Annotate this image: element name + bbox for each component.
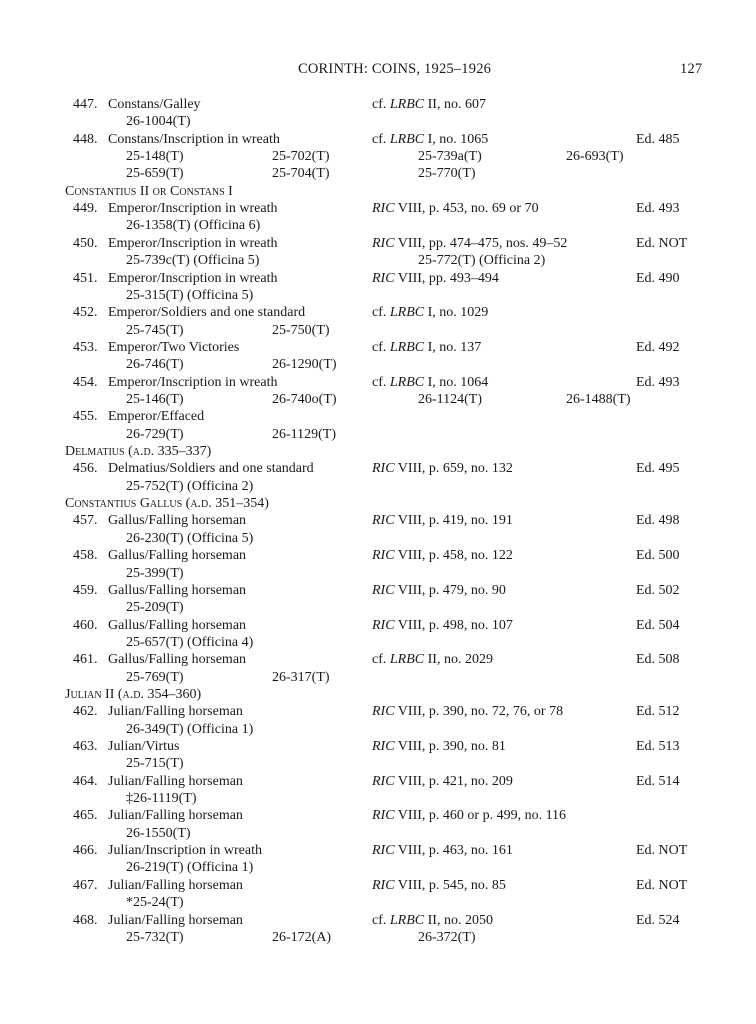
section-heading — [65, 183, 233, 200]
entry-number: 465. — [73, 808, 98, 824]
edition-number: Ed. 492 — [636, 339, 680, 355]
edition-number: Ed. 524 — [636, 912, 680, 928]
edition-number: Ed. 485 — [636, 131, 680, 147]
reference-work: LRBC — [389, 131, 425, 147]
entry-number: 466. — [73, 843, 98, 859]
entry-reference: cf. LRBC I, no. 137 — [372, 339, 482, 355]
edition-number: Ed. 495 — [636, 461, 680, 477]
entry-description: Emperor/Inscription in wreath — [108, 201, 278, 217]
page-number: 127 — [680, 61, 703, 77]
inventory-number: 25-715(T) — [126, 756, 184, 772]
section-heading — [65, 686, 201, 703]
reference-inventory-number: 25-772(T) (Officina 2) — [418, 253, 546, 269]
entry-description: Gallus/Falling horseman — [108, 513, 247, 529]
section-ruler-name: Julian II — [65, 686, 115, 702]
entry-description: Emperor/Two Victories — [108, 339, 240, 355]
entry-description: Gallus/Falling horseman — [108, 548, 247, 564]
reference-work: RIC — [372, 513, 395, 529]
entry-reference: RIC VIII, pp. 474–475, nos. 49–52 — [372, 235, 568, 251]
entry-number: 452. — [73, 305, 98, 321]
entry-reference: RIC VIII, p. 419, no. 191 — [372, 513, 513, 529]
reference-work: RIC — [372, 235, 395, 251]
inventory-number: 26-317(T) — [272, 669, 330, 685]
entry-description: Gallus/Falling horseman — [108, 652, 247, 668]
reference-inventory-number: 26-1488(T) — [566, 392, 631, 407]
running-header-title: CORINTH: COINS, 1925–1926 — [298, 61, 492, 77]
entry-number: 459. — [73, 582, 98, 598]
inventory-number: 25-399(T) — [126, 565, 184, 581]
reference-work: LRBC — [389, 912, 425, 928]
section-dates: (a.d. 351–354) — [182, 496, 269, 512]
entry-reference: cf. LRBC I, no. 1029 — [372, 305, 489, 321]
entry-description: Emperor/Soldiers and one standard — [108, 305, 306, 321]
inventory-number: 25-702(T) — [272, 149, 330, 164]
entry-reference: RIC VIII, p. 458, no. 122 — [372, 548, 513, 564]
edition-number: Ed. 502 — [636, 582, 680, 598]
edition-number: Ed. 504 — [636, 617, 680, 633]
section-dates: (a.d. 335–337) — [124, 444, 212, 459]
entry-number: 447. — [73, 97, 98, 112]
reference-work: RIC — [372, 843, 395, 859]
edition-number: Ed. 490 — [636, 270, 680, 286]
entry-number: 451. — [73, 270, 98, 286]
entry-reference: RIC VIII, p. 390, no. 81 — [372, 739, 506, 754]
inventory-number: 26-230(T) (Officina 5) — [126, 530, 254, 546]
inventory-number: 26-219(T) (Officina 1) — [126, 860, 254, 876]
entry-reference: cf. LRBC I, no. 1065 — [372, 131, 489, 147]
entry-number: 467. — [73, 877, 98, 893]
inventory-number: 25-750(T) — [272, 322, 330, 338]
section-dates: (a.d. 354–360) — [114, 686, 202, 702]
entry-reference: RIC VIII, p. 453, no. 69 or 70 — [372, 201, 539, 217]
inventory-number: 26-1358(T) (Officina 6) — [126, 218, 261, 234]
reference-work: RIC — [372, 201, 395, 217]
inventory-number: 25-752(T) (Officina 2) — [126, 478, 254, 494]
entry-number: 457. — [73, 513, 98, 529]
inventory-number: 26-740o(T) — [272, 392, 337, 407]
inventory-number: 25-704(T) — [272, 166, 330, 182]
entry-reference: RIC VIII, p. 390, no. 72, 76, or 78 — [372, 704, 564, 720]
reference-inventory-number: 25-770(T) — [418, 166, 476, 182]
inventory-number: 26-1550(T) — [126, 825, 191, 841]
inventory-number: 26-349(T) (Officina 1) — [126, 721, 254, 737]
inventory-number: 26-729(T) — [126, 426, 184, 442]
entry-number: 449. — [73, 201, 98, 217]
entry-number: 448. — [73, 131, 98, 147]
reference-work: LRBC — [389, 305, 425, 321]
entry-reference: cf. LRBC I, no. 1064 — [372, 374, 489, 390]
entry-reference: RIC VIII, p. 479, no. 90 — [372, 582, 506, 598]
edition-number: Ed. 514 — [636, 773, 680, 789]
inventory-number: 25-148(T) — [126, 149, 184, 164]
inventory-number: 25-659(T) — [126, 166, 184, 182]
reference-work: RIC — [372, 617, 395, 633]
inventory-number: 26-1290(T) — [272, 357, 337, 373]
section-ruler-name: Constantius II or Constans I — [65, 183, 233, 199]
inventory-number: 25-209(T) — [126, 600, 184, 616]
reference-work: RIC — [372, 461, 395, 477]
entry-number: 468. — [73, 912, 98, 928]
entry-description: Delmatius/Soldiers and one standard — [108, 461, 314, 477]
entry-description: Julian/Falling horseman — [108, 912, 243, 928]
inventory-number: 25-739c(T) (Officina 5) — [126, 253, 260, 269]
edition-number: Ed. 500 — [636, 548, 680, 564]
reference-work: LRBC — [389, 97, 425, 112]
reference-work: LRBC — [389, 652, 425, 668]
reference-work: RIC — [372, 704, 395, 720]
entry-number: 462. — [73, 704, 98, 720]
reference-work: LRBC — [389, 374, 425, 390]
reference-work: RIC — [372, 582, 395, 598]
reference-inventory-number: 25-739a(T) — [418, 149, 482, 164]
entry-reference: RIC VIII, p. 545, no. 85 — [372, 877, 506, 893]
entry-description: Emperor/Effaced — [108, 409, 205, 425]
entry-description: Gallus/Falling horseman — [108, 582, 247, 598]
reference-work: RIC — [372, 773, 395, 789]
entry-reference: cf. LRBC II, no. 607 — [372, 97, 486, 112]
entry-number: 456. — [73, 461, 98, 477]
inventory-number: 26-1129(T) — [272, 426, 337, 442]
reference-work: RIC — [372, 739, 395, 754]
edition-number: Ed. 498 — [636, 513, 680, 529]
entry-number: 453. — [73, 339, 98, 355]
entry-reference: cf. LRBC II, no. 2050 — [372, 912, 493, 928]
section-ruler-name: Delmatius — [65, 444, 125, 459]
entry-description: Emperor/Inscription in wreath — [108, 270, 278, 286]
reference-work: RIC — [372, 808, 395, 824]
edition-number: Ed. 508 — [636, 652, 680, 668]
reference-inventory-number: 26-1124(T) — [418, 392, 483, 407]
edition-number: Ed. NOT — [636, 877, 688, 893]
reference-work: RIC — [372, 548, 395, 564]
entry-description: Constans/Inscription in wreath — [108, 131, 280, 147]
inventory-number: 25-657(T) (Officina 4) — [126, 634, 254, 650]
entry-description: Julian/Falling horseman — [108, 877, 243, 893]
reference-work: RIC — [372, 270, 395, 286]
edition-number: Ed. NOT — [636, 843, 688, 859]
entry-reference: RIC VIII, pp. 493–494 — [372, 270, 499, 286]
reference-inventory-number: 26-372(T) — [418, 929, 476, 945]
reference-inventory-number: 26-693(T) — [566, 149, 624, 164]
edition-number: Ed. NOT — [636, 235, 688, 251]
entry-number: 460. — [73, 617, 98, 633]
entry-reference: RIC VIII, p. 460 or p. 499, no. 116 — [372, 808, 567, 824]
entry-number: 455. — [73, 409, 98, 425]
inventory-number: 26-172(A) — [272, 929, 332, 945]
edition-number: Ed. 512 — [636, 704, 680, 720]
entry-number: 463. — [73, 739, 98, 754]
edition-number: Ed. 493 — [636, 201, 680, 217]
entry-reference: RIC VIII, p. 421, no. 209 — [372, 773, 513, 789]
entry-number: 464. — [73, 773, 98, 789]
entry-description: Julian/Inscription in wreath — [108, 843, 262, 859]
entry-number: 461. — [73, 652, 98, 668]
entry-description: Julian/Falling horseman — [108, 808, 243, 824]
entry-number: 454. — [73, 374, 98, 390]
inventory-number: 26-1004(T) — [126, 114, 191, 130]
entry-description: Julian/Falling horseman — [108, 773, 243, 789]
edition-number: Ed. 513 — [636, 739, 680, 754]
inventory-number: 26-746(T) — [126, 357, 184, 373]
section-heading — [65, 443, 211, 460]
inventory-number: 25-769(T) — [126, 669, 184, 685]
inventory-number: 25-732(T) — [126, 929, 184, 945]
section-heading — [65, 495, 269, 512]
section-ruler-name: Constantius Gallus — [65, 496, 183, 512]
entry-reference: RIC VIII, p. 498, no. 107 — [372, 617, 513, 633]
entry-description: Constans/Galley — [108, 97, 201, 112]
entry-reference: RIC VIII, p. 659, no. 132 — [372, 461, 513, 477]
entry-description: Gallus/Falling horseman — [108, 617, 247, 633]
entry-description: Julian/Falling horseman — [108, 704, 243, 720]
entry-reference: RIC VIII, p. 463, no. 161 — [372, 843, 513, 859]
reference-work: RIC — [372, 877, 395, 893]
entry-number: 450. — [73, 235, 98, 251]
edition-number: Ed. 493 — [636, 374, 680, 390]
inventory-number: 25-146(T) — [126, 392, 184, 407]
entry-reference: cf. LRBC II, no. 2029 — [372, 652, 493, 668]
reference-work: LRBC — [389, 339, 425, 355]
entry-description: Emperor/Inscription in wreath — [108, 374, 278, 390]
inventory-number: 25-745(T) — [126, 322, 184, 338]
entry-description: Emperor/Inscription in wreath — [108, 235, 278, 251]
inventory-number: *25-24(T) — [126, 895, 184, 911]
entry-description: Julian/Virtus — [108, 739, 180, 754]
inventory-number: 25-315(T) (Officina 5) — [126, 287, 254, 303]
inventory-number: ‡26-1119(T) — [126, 791, 197, 806]
entry-number: 458. — [73, 548, 98, 564]
